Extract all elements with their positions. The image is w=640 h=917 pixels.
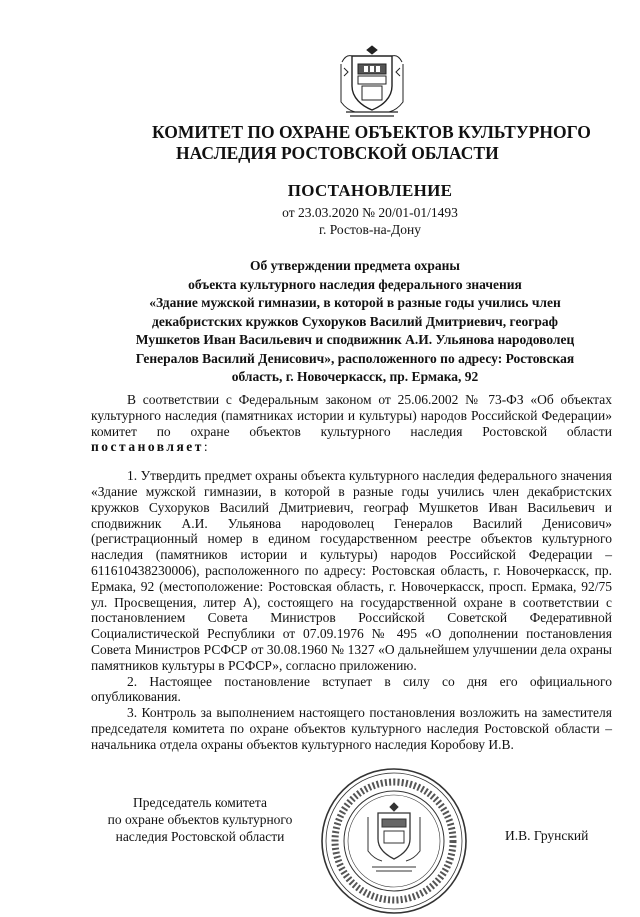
document-meta (0, 204, 640, 238)
preamble-verb: постановляет (91, 439, 204, 455)
item-1-paragraph: 1. Утвердить предмет охраны объекта культурного наследия федерального значения «Здание мужской гимназии, в которой в разные годы учились член декабристских кружков Сухоруков Василий Дмитриевич, географ Мушкетов Иван Васильевич и сподвижник А.И. Ульянова народоволец Генералов Василий Денисович» (регистрационный номер в едином государственном реестре объектов культурного наследия (памятников истории и культуры) народов Российской Федерации – 611610438230006), расположенного по адресу: Ростовская область, г. Новочеркасск, пр. Ермака, 92 (местоположение: Ростовская область, г. Новочеркасск, просп. Ермака, 92/75 ул. Просвещения, литер А), состоящего на государственной охране в соответствии с постановлением Совета Министров Российской Советской Федеративной Социалистической Республики от 07.09.1976 № 495 «О дополнении постановления Совета Министров РСФСР от 30.08.1960 № 1327 «О дальнейшем улучшении дела охраны памятников культуры в РСФСР», согласно приложению. (91, 468, 612, 673)
preamble-text: В соответствии с Федеральным законом от 25.06.2002 № 73-ФЗ «Об объектах культурного наследия (памятниках истории и культуры) народов Российской Федерации» комитет по охране объектов культурного наследия Ростовской области (91, 392, 612, 439)
subject-line: «Здание мужской гимназии, в которой в разные годы учились член (149, 295, 561, 310)
signatory-title (90, 794, 310, 845)
preamble-end: : (203, 439, 208, 455)
subject-line: Об утверждении предмета охраны (250, 258, 460, 273)
item-2-paragraph: 2. Настоящее постановление вступает в силу со дня его официального опубликования. (91, 673, 612, 705)
signatory-name: И.В. Грунский (505, 828, 589, 843)
subject-line: область, г. Новочеркасск, пр. Ермака, 92 (231, 369, 479, 384)
subject-line: декабристских кружков Сухоруков Василий Дмитриевич, географ (152, 313, 558, 329)
organization-name (100, 122, 640, 164)
org-line-1: КОМИТЕТ ПО ОХРАНЕ ОБЪЕКТОВ КУЛЬТУРНОГО (152, 122, 591, 142)
signatory-title-line: наследия Ростовской области (115, 829, 285, 844)
official-seal-icon (318, 765, 470, 917)
document-subject (80, 257, 630, 387)
preamble-paragraph (91, 392, 612, 455)
document-type: ПОСТАНОВЛЕНИЕ (287, 181, 453, 200)
subject-line: Мушкетов Иван Васильевич и сподвижник А.И. Ульянова народоволец (135, 332, 575, 347)
document-body (91, 392, 612, 753)
coat-of-arms-icon (338, 42, 406, 120)
signatory-title-line: Председатель комитета (133, 795, 267, 810)
document-city: г. Ростов-на-Дону (318, 222, 421, 237)
signatory-title-line: по охране объектов культурного (107, 812, 293, 827)
subject-line: Генералов Василий Денисович», расположенного по адресу: Ростовская (135, 350, 575, 366)
item-3-paragraph: 3. Контроль за выполнением настоящего постановления возложить на заместителя председателя комитета по охране объектов культурного наследия Ростовской области – начальника отдела охраны объектов культурного наследия Коробову И.В. (91, 705, 612, 752)
subject-line: объекта культурного наследия федерального значения (188, 276, 522, 292)
document-date-number: от 23.03.2020 № 20/01-01/1493 (282, 205, 458, 220)
org-line-2: НАСЛЕДИЯ РОСТОВСКОЙ ОБЛАСТИ (176, 143, 499, 163)
